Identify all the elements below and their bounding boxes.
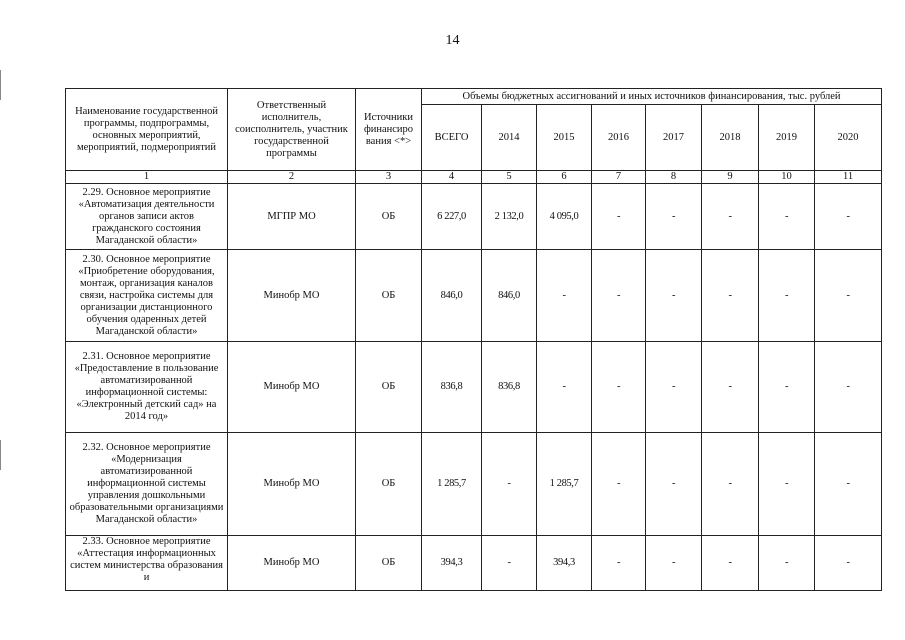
value-2015: 394,3 (537, 536, 592, 591)
value-2018: - (702, 536, 759, 591)
table-row (66, 342, 882, 433)
header-year: 2018 (702, 105, 759, 171)
value-2014: - (482, 536, 537, 591)
row-name: 2.32. Основное мероприятие «Модернизация автоматизированной информационной системы управления дошкольными образовательными организациями Магаданской области» (66, 433, 228, 536)
value-total: 836,8 (422, 342, 482, 433)
column-number: 11 (815, 171, 882, 184)
header-total: ВСЕГО (422, 105, 482, 171)
row-executor: Минобр МО (228, 250, 356, 342)
value-2014: 2 132,0 (482, 184, 537, 250)
value-2018: - (702, 342, 759, 433)
header-year: 2014 (482, 105, 537, 171)
value-total: 6 227,0 (422, 184, 482, 250)
value-2016: - (592, 536, 646, 591)
value-2017: - (646, 184, 702, 250)
page-number: 14 (445, 33, 460, 48)
header-executor: Ответственный исполнитель, соисполнитель, участник государственной программы (228, 89, 356, 171)
value-2018: - (702, 250, 759, 342)
value-2016: - (592, 433, 646, 536)
value-2020: - (815, 250, 882, 342)
row-source: ОБ (356, 433, 422, 536)
value-2020: - (815, 433, 882, 536)
column-number: 8 (646, 171, 702, 184)
column-number: 6 (537, 171, 592, 184)
value-2019: - (759, 433, 815, 536)
table-row (66, 536, 882, 591)
row-source: ОБ (356, 250, 422, 342)
table-row (66, 250, 882, 342)
column-number: 1 (66, 171, 228, 184)
header-year: 2016 (592, 105, 646, 171)
row-executor: Минобр МО (228, 536, 356, 591)
value-2014: 846,0 (482, 250, 537, 342)
table-row (66, 433, 882, 536)
value-total: 1 285,7 (422, 433, 482, 536)
header-year: 2015 (537, 105, 592, 171)
column-number: 9 (702, 171, 759, 184)
value-2017: - (646, 342, 702, 433)
row-source: ОБ (356, 184, 422, 250)
column-number: 2 (228, 171, 356, 184)
row-name: 2.31. Основное мероприятие «Предоставление в пользование автоматизированной информационной системы: «Электронный детский сад» на 2014 год» (66, 342, 228, 433)
scan-edge-mark (0, 440, 4, 470)
row-name: 2.33. Основное мероприятие «Аттестация информационных систем министерства образования и (66, 536, 228, 591)
header-year: 2017 (646, 105, 702, 171)
value-2020: - (815, 184, 882, 250)
column-number: 5 (482, 171, 537, 184)
row-name: 2.30. Основное мероприятие «Приобретение оборудования, монтаж, организация каналов связи, настройка системы для организации дистанционного обучения одаренных детей Магаданской области» (66, 250, 228, 342)
value-2018: - (702, 184, 759, 250)
row-source: ОБ (356, 342, 422, 433)
column-number: 3 (356, 171, 422, 184)
value-2017: - (646, 433, 702, 536)
value-2019: - (759, 250, 815, 342)
header-source: Источники финансиро вания <*> (356, 89, 422, 171)
value-2020: - (815, 342, 882, 433)
value-2014: - (482, 433, 537, 536)
header-year: 2020 (815, 105, 882, 171)
value-2020: - (815, 536, 882, 591)
value-2014: 836,8 (482, 342, 537, 433)
value-2019: - (759, 184, 815, 250)
header-name: Наименование государственной программы, подпрограммы, основных мероприятий, мероприятий, подмероприятий (66, 89, 228, 171)
column-number: 7 (592, 171, 646, 184)
value-2019: - (759, 536, 815, 591)
value-2016: - (592, 250, 646, 342)
value-2017: - (646, 536, 702, 591)
column-number: 10 (759, 171, 815, 184)
scan-edge-mark (0, 70, 4, 100)
row-name: 2.29. Основное мероприятие «Автоматизация деятельности органов записи актов гражданского состояния Магаданской области» (66, 184, 228, 250)
value-2015: - (537, 342, 592, 433)
value-2016: - (592, 184, 646, 250)
value-total: 394,3 (422, 536, 482, 591)
table-row (66, 184, 882, 250)
header-volume-group: Объемы бюджетных ассигнований и иных источников финансирования, тыс. рублей (422, 89, 882, 105)
row-executor: Минобр МО (228, 433, 356, 536)
budget-table (65, 88, 882, 591)
row-executor: Минобр МО (228, 342, 356, 433)
row-source: ОБ (356, 536, 422, 591)
value-2015: - (537, 250, 592, 342)
value-2015: 4 095,0 (537, 184, 592, 250)
value-2018: - (702, 433, 759, 536)
value-2015: 1 285,7 (537, 433, 592, 536)
header-year: 2019 (759, 105, 815, 171)
row-executor: МГПР МО (228, 184, 356, 250)
value-total: 846,0 (422, 250, 482, 342)
value-2017: - (646, 250, 702, 342)
value-2016: - (592, 342, 646, 433)
value-2019: - (759, 342, 815, 433)
column-number: 4 (422, 171, 482, 184)
